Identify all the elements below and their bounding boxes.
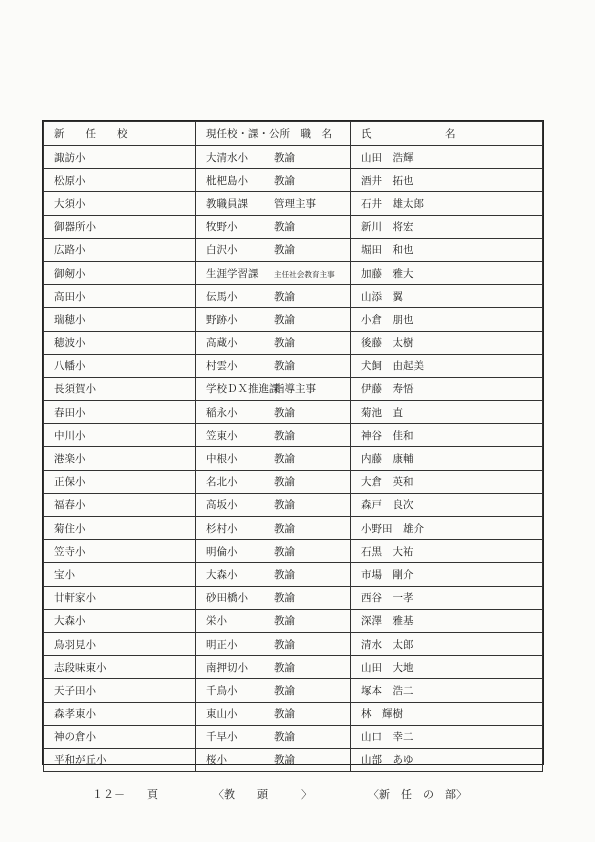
new-school-cell: 福春小: [44, 493, 196, 516]
table-row: [44, 424, 543, 447]
job-title: 教諭: [274, 290, 295, 303]
table-row: [44, 725, 543, 748]
job-title: 教諭: [274, 221, 295, 234]
job-title: 教諭: [274, 429, 295, 442]
table-row: [44, 563, 543, 586]
job-title: 教諭: [274, 244, 295, 257]
current-workplace: 伝馬小: [206, 290, 238, 303]
current-post-cell: [196, 586, 351, 609]
current-workplace: 中根小: [206, 453, 238, 466]
job-title: 教諭: [274, 522, 295, 535]
job-title: 教諭: [274, 313, 295, 326]
table-row: [44, 215, 543, 238]
person-name-cell: 加藤 雅大: [351, 261, 543, 284]
current-post-cell: [196, 493, 351, 516]
table-row: [44, 146, 543, 169]
person-name-cell: 森戸 良次: [351, 493, 543, 516]
table-row: [44, 169, 543, 192]
new-school-cell: 高田小: [44, 285, 196, 308]
new-school-cell: 八幡小: [44, 354, 196, 377]
current-post-cell: [196, 447, 351, 470]
new-school-cell: 中川小: [44, 424, 196, 447]
new-school-cell: 長須賀小: [44, 377, 196, 400]
current-workplace: 明正小: [206, 638, 238, 651]
job-title: 教諭: [274, 615, 295, 628]
new-school-cell: 穂波小: [44, 331, 196, 354]
person-name-cell: 石井 雄太郎: [351, 192, 543, 215]
current-workplace: 千早小: [206, 731, 238, 744]
current-workplace: 牧野小: [206, 221, 238, 234]
current-post-cell: [196, 192, 351, 215]
table-row: [44, 493, 543, 516]
job-title: 教諭: [274, 453, 295, 466]
current-post-cell: [196, 331, 351, 354]
current-workplace: 学校ＤＸ推進課: [206, 383, 280, 396]
table-row: [44, 285, 543, 308]
person-name-cell: 酒井 拓也: [351, 169, 543, 192]
job-title: 教諭: [274, 545, 295, 558]
table-row: [44, 354, 543, 377]
job-title: 教諭: [274, 476, 295, 489]
person-name-cell: 林 輝樹: [351, 702, 543, 725]
current-post-cell: [196, 725, 351, 748]
current-post-cell: [196, 632, 351, 655]
header-new-school: 新 任 校: [44, 122, 196, 146]
table-row: [44, 517, 543, 540]
current-workplace: 千鳥小: [206, 684, 238, 697]
current-workplace: 杉村小: [206, 522, 238, 535]
job-title: 教諭: [274, 337, 295, 350]
new-school-cell: 廿軒家小: [44, 586, 196, 609]
person-name-cell: 内藤 康輔: [351, 447, 543, 470]
person-name-cell: 西谷 一孝: [351, 586, 543, 609]
table-header-row: [44, 122, 543, 146]
table-row: [44, 401, 543, 424]
category-label: 〈教 頭 〉: [213, 788, 312, 801]
current-workplace: 桜小: [206, 754, 227, 767]
person-name-cell: 菊池 直: [351, 401, 543, 424]
current-workplace: 大清水小: [206, 151, 248, 164]
current-post-cell: [196, 424, 351, 447]
table-row: [44, 470, 543, 493]
new-school-cell: 御器所小: [44, 215, 196, 238]
person-name-cell: 犬飼 由起美: [351, 354, 543, 377]
person-name-cell: 山口 幸二: [351, 725, 543, 748]
header-current-post: 現任校・課・公所 職 名: [196, 122, 351, 146]
current-post-cell: [196, 401, 351, 424]
page-number: １２－ 頁: [92, 788, 158, 801]
table-row: [44, 679, 543, 702]
current-post-cell: [196, 679, 351, 702]
table-row: [44, 748, 543, 771]
current-workplace: 名北小: [206, 476, 238, 489]
current-post-cell: [196, 169, 351, 192]
person-name-cell: 伊藤 寿悟: [351, 377, 543, 400]
new-school-cell: 天子田小: [44, 679, 196, 702]
job-title: 教諭: [274, 731, 295, 744]
current-workplace: 白沢小: [206, 244, 238, 257]
new-school-cell: 平和が丘小: [44, 748, 196, 771]
person-name-cell: 大倉 英和: [351, 470, 543, 493]
new-school-cell: 宝小: [44, 563, 196, 586]
current-post-cell: [196, 377, 351, 400]
table-row: [44, 702, 543, 725]
current-post-cell: [196, 354, 351, 377]
person-name-cell: 山部 あゆ: [351, 748, 543, 771]
current-workplace: 教職員課: [206, 197, 248, 210]
table-row: [44, 192, 543, 215]
new-school-cell: 鳥羽見小: [44, 632, 196, 655]
current-post-cell: [196, 748, 351, 771]
person-name-cell: 清水 太郎: [351, 632, 543, 655]
table-row: [44, 609, 543, 632]
job-title: 教諭: [274, 568, 295, 581]
current-post-cell: [196, 215, 351, 238]
job-title: 主任社会教育主事: [274, 269, 335, 279]
current-post-cell: [196, 285, 351, 308]
current-workplace: 稲永小: [206, 406, 238, 419]
person-name-cell: 山田 浩輝: [351, 146, 543, 169]
new-school-cell: 広路小: [44, 238, 196, 261]
current-post-cell: [196, 146, 351, 169]
current-workplace: 大森小: [206, 568, 238, 581]
new-school-cell: 大森小: [44, 609, 196, 632]
current-workplace: 南押切小: [206, 661, 248, 674]
new-school-cell: 諏訪小: [44, 146, 196, 169]
table-row: [44, 447, 543, 470]
person-name-cell: 山添 翼: [351, 285, 543, 308]
job-title: 教諭: [274, 708, 295, 721]
current-workplace: 砂田橋小: [206, 592, 248, 605]
current-post-cell: [196, 702, 351, 725]
current-workplace: 枇杷島小: [206, 174, 248, 187]
table-row: [44, 377, 543, 400]
person-name-cell: 小倉 朋也: [351, 308, 543, 331]
table-row: [44, 540, 543, 563]
header-name: 氏 名: [351, 122, 543, 146]
person-name-cell: 小野田 雄介: [351, 517, 543, 540]
current-post-cell: [196, 470, 351, 493]
current-workplace: 栄小: [206, 615, 227, 628]
new-school-cell: 松原小: [44, 169, 196, 192]
job-title: 教諭: [274, 661, 295, 674]
new-school-cell: 正保小: [44, 470, 196, 493]
job-title: 教諭: [274, 151, 295, 164]
new-school-cell: 志段味東小: [44, 656, 196, 679]
current-post-cell: [196, 261, 351, 284]
job-title: 管理主事: [274, 197, 316, 210]
new-school-cell: 神の倉小: [44, 725, 196, 748]
job-title: 教諭: [274, 174, 295, 187]
page-footer: [0, 786, 595, 806]
person-name-cell: 塚本 浩二: [351, 679, 543, 702]
person-name-cell: 堀田 和也: [351, 238, 543, 261]
new-school-cell: 瑞穂小: [44, 308, 196, 331]
person-name-cell: 新川 将宏: [351, 215, 543, 238]
current-workplace: 東山小: [206, 708, 238, 721]
section-label: 〈新 任 の 部〉: [368, 788, 467, 801]
current-workplace: 高坂小: [206, 499, 238, 512]
new-school-cell: 春田小: [44, 401, 196, 424]
new-school-cell: 大須小: [44, 192, 196, 215]
job-title: 教諭: [274, 360, 295, 373]
person-name-cell: 後藤 太樹: [351, 331, 543, 354]
current-post-cell: [196, 308, 351, 331]
current-workplace: 野跡小: [206, 313, 238, 326]
current-post-cell: [196, 656, 351, 679]
new-school-cell: 港楽小: [44, 447, 196, 470]
current-post-cell: [196, 238, 351, 261]
new-school-cell: 笠寺小: [44, 540, 196, 563]
table-row: [44, 331, 543, 354]
table-row: [44, 308, 543, 331]
job-title: 指導主事: [274, 383, 316, 396]
new-school-cell: 御剱小: [44, 261, 196, 284]
job-title: 教諭: [274, 684, 295, 697]
person-name-cell: 深澤 雅基: [351, 609, 543, 632]
personnel-table: [43, 121, 543, 772]
current-post-cell: [196, 517, 351, 540]
person-name-cell: 市場 剛介: [351, 563, 543, 586]
table-row: [44, 656, 543, 679]
new-school-cell: 菊住小: [44, 517, 196, 540]
current-workplace: 明倫小: [206, 545, 238, 558]
current-workplace: 生涯学習課: [206, 267, 259, 280]
person-name-cell: 神谷 佳和: [351, 424, 543, 447]
current-post-cell: [196, 609, 351, 632]
job-title: 教諭: [274, 406, 295, 419]
current-post-cell: [196, 563, 351, 586]
personnel-table-frame: [42, 120, 544, 765]
job-title: 教諭: [274, 754, 295, 767]
current-workplace: 笠東小: [206, 429, 238, 442]
current-workplace: 高蔵小: [206, 337, 238, 350]
job-title: 教諭: [274, 638, 295, 651]
person-name-cell: 山田 大地: [351, 656, 543, 679]
table-row: [44, 586, 543, 609]
person-name-cell: 石黒 大祐: [351, 540, 543, 563]
job-title: 教諭: [274, 592, 295, 605]
current-workplace: 村雲小: [206, 360, 238, 373]
new-school-cell: 森孝東小: [44, 702, 196, 725]
table-row: [44, 632, 543, 655]
table-row: [44, 238, 543, 261]
table-row: [44, 261, 543, 284]
current-post-cell: [196, 540, 351, 563]
job-title: 教諭: [274, 499, 295, 512]
